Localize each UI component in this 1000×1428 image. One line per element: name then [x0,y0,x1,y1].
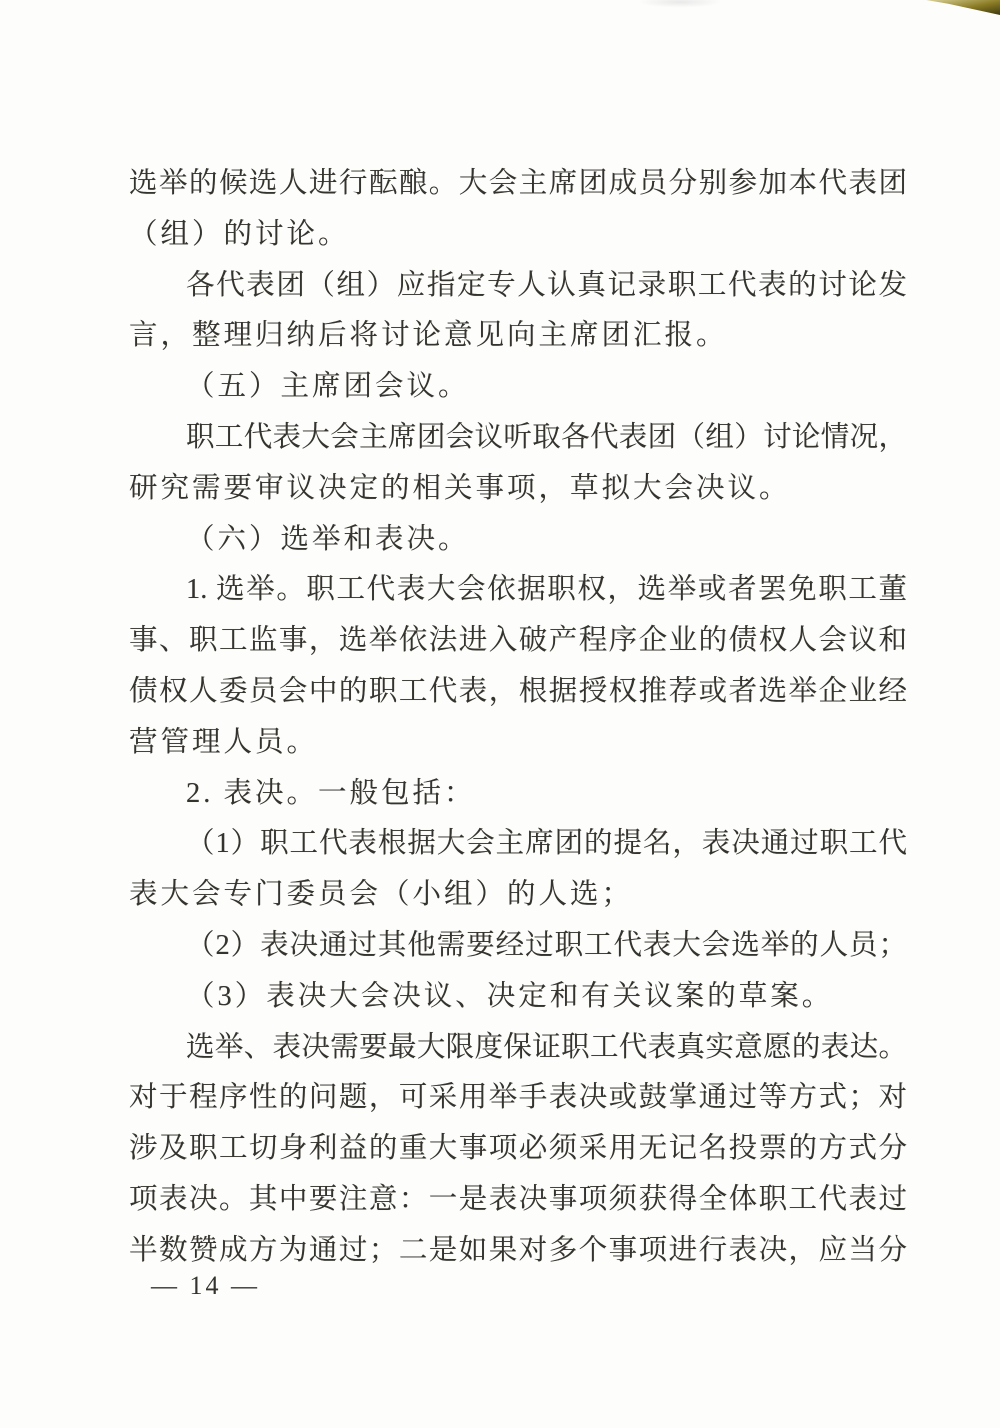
text-line: （组）的讨论。 [129,218,350,250]
text-line: （六）选举和表决。 [186,523,470,555]
text-line: 研究需要审议决定的相关事项，草拟大会决议。 [129,472,791,504]
text-line: （2）表决通过其他需要经过职工代表大会选举的人员； [186,929,907,961]
text-line: （3）表决大会决议、决定和有关议案的草案。 [186,980,834,1012]
page-number: — 14 — [151,1271,260,1300]
scan-corner-artifact [926,0,1000,15]
text-line: 对于程序性的问题，可采用举手表决或鼓掌通过等方式；对 [129,1082,907,1114]
text-line: （1）职工代表根据大会主席团的提名，表决通过职工代 [186,828,907,860]
text-line: 表大会专门委员会（小组）的人选； [129,879,634,911]
text-line: 涉及职工切身利益的重大事项必须采用无记名投票的方式分 [129,1133,907,1165]
text-line: 营管理人员。 [129,726,319,758]
text-line: 言，整理归纳后将讨论意见向主席团汇报。 [129,320,728,352]
text-line: 债权人委员会中的职工代表，根据授权推荐或者选举企业经 [129,675,907,707]
text-line: （五）主席团会议。 [186,371,470,403]
text-line: 项表决。其中要注意：一是表决事项须获得全体职工代表过 [129,1183,907,1215]
document-body [129,159,907,1277]
text-line: 各代表团（组）应指定专人认真记录职工代表的讨论发 [186,269,907,301]
text-line: 2. 表决。一般包括： [186,777,476,809]
text-line: 事、职工监事，选举依法进入破产程序企业的债权人会议和 [129,625,907,657]
text-line: 1. 选举。职工代表大会依据职权，选举或者罢免职工董 [186,574,907,606]
text-line: 半数赞成方为通过；二是如果对多个事项进行表决，应当分 [129,1234,907,1266]
text-line: 职工代表大会主席团会议听取各代表团（组）讨论情况， [186,421,907,453]
text-line: 选举、表决需要最大限度保证职工代表真实意愿的表达。 [186,1031,907,1063]
text-line: 选举的候选人进行酝酿。大会主席团成员分别参加本代表团 [129,168,907,199]
